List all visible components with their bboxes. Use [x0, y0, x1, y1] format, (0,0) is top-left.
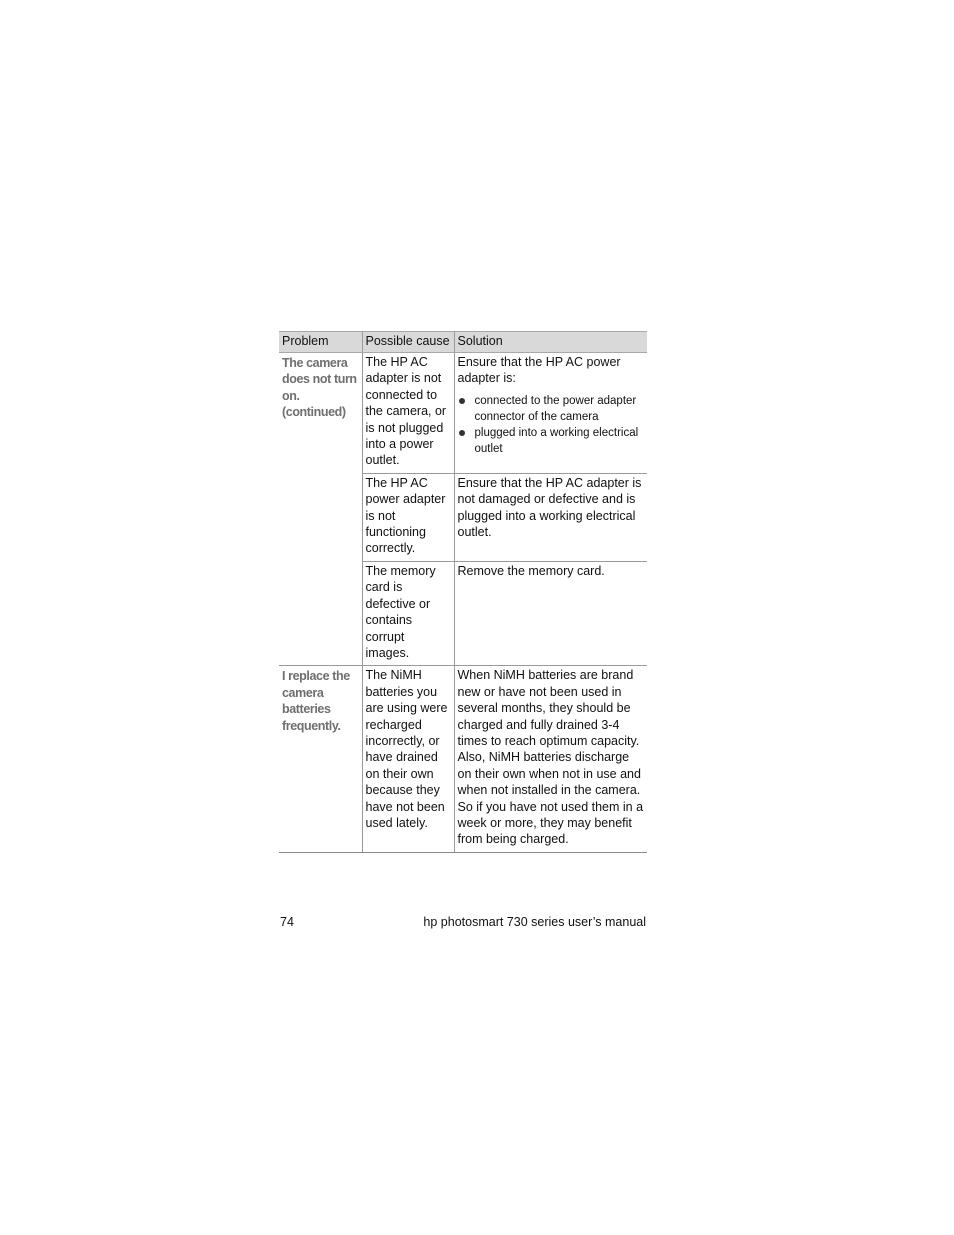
cause-cell: The HP AC adapter is not connected to the camera, or is not plugged into a power outlet. — [362, 353, 454, 474]
manual-title: hp photosmart 730 series user’s manual — [423, 915, 646, 929]
list-item — [458, 425, 646, 457]
problem-cell: The camera does not turn on. (continued) — [279, 353, 362, 666]
bullet-icon — [459, 398, 465, 404]
bullet-text: plugged into a working electrical outlet — [474, 426, 639, 455]
table-row — [279, 666, 647, 852]
table-header-row — [279, 332, 647, 353]
cause-cell: The NiMH batteries you are using were recharged incorrectly, or have drained on their own because they have not been used lately. — [362, 666, 454, 852]
list-item — [458, 393, 646, 425]
solution-text: Ensure that the HP AC power adapter is: — [457, 355, 621, 386]
troubleshooting-table — [279, 331, 647, 853]
table-row — [279, 353, 647, 474]
page-number: 74 — [280, 915, 294, 929]
solution-cell: When NiMH batteries are brand new or have not been used in several months, they should be charged and fully drained 3-4 times to reach optimum capacity. Also, NiMH batteries discharge on their own when not in use and when not installed in the camera. So if you have not used them in a week or more, they may benefit from being charged. — [454, 666, 647, 852]
cause-cell: The HP AC power adapter is not functioning correctly. — [362, 473, 454, 561]
solution-cell: Ensure that the HP AC adapter is not damaged or defective and is plugged into a working electrical outlet. — [454, 473, 647, 561]
header-possible-cause: Possible cause — [362, 332, 454, 353]
problem-cell: I replace the camera batteries frequently. — [279, 666, 362, 852]
cause-cell: The memory card is defective or contains corrupt images. — [362, 561, 454, 665]
solution-bullet-list — [458, 393, 646, 457]
bullet-icon — [459, 430, 465, 436]
solution-cell: Remove the memory card. — [454, 561, 647, 665]
solution-cell — [454, 353, 647, 474]
bullet-text: connected to the power adapter connector of the camera — [474, 394, 637, 423]
header-problem: Problem — [279, 332, 362, 353]
header-solution: Solution — [454, 332, 647, 353]
